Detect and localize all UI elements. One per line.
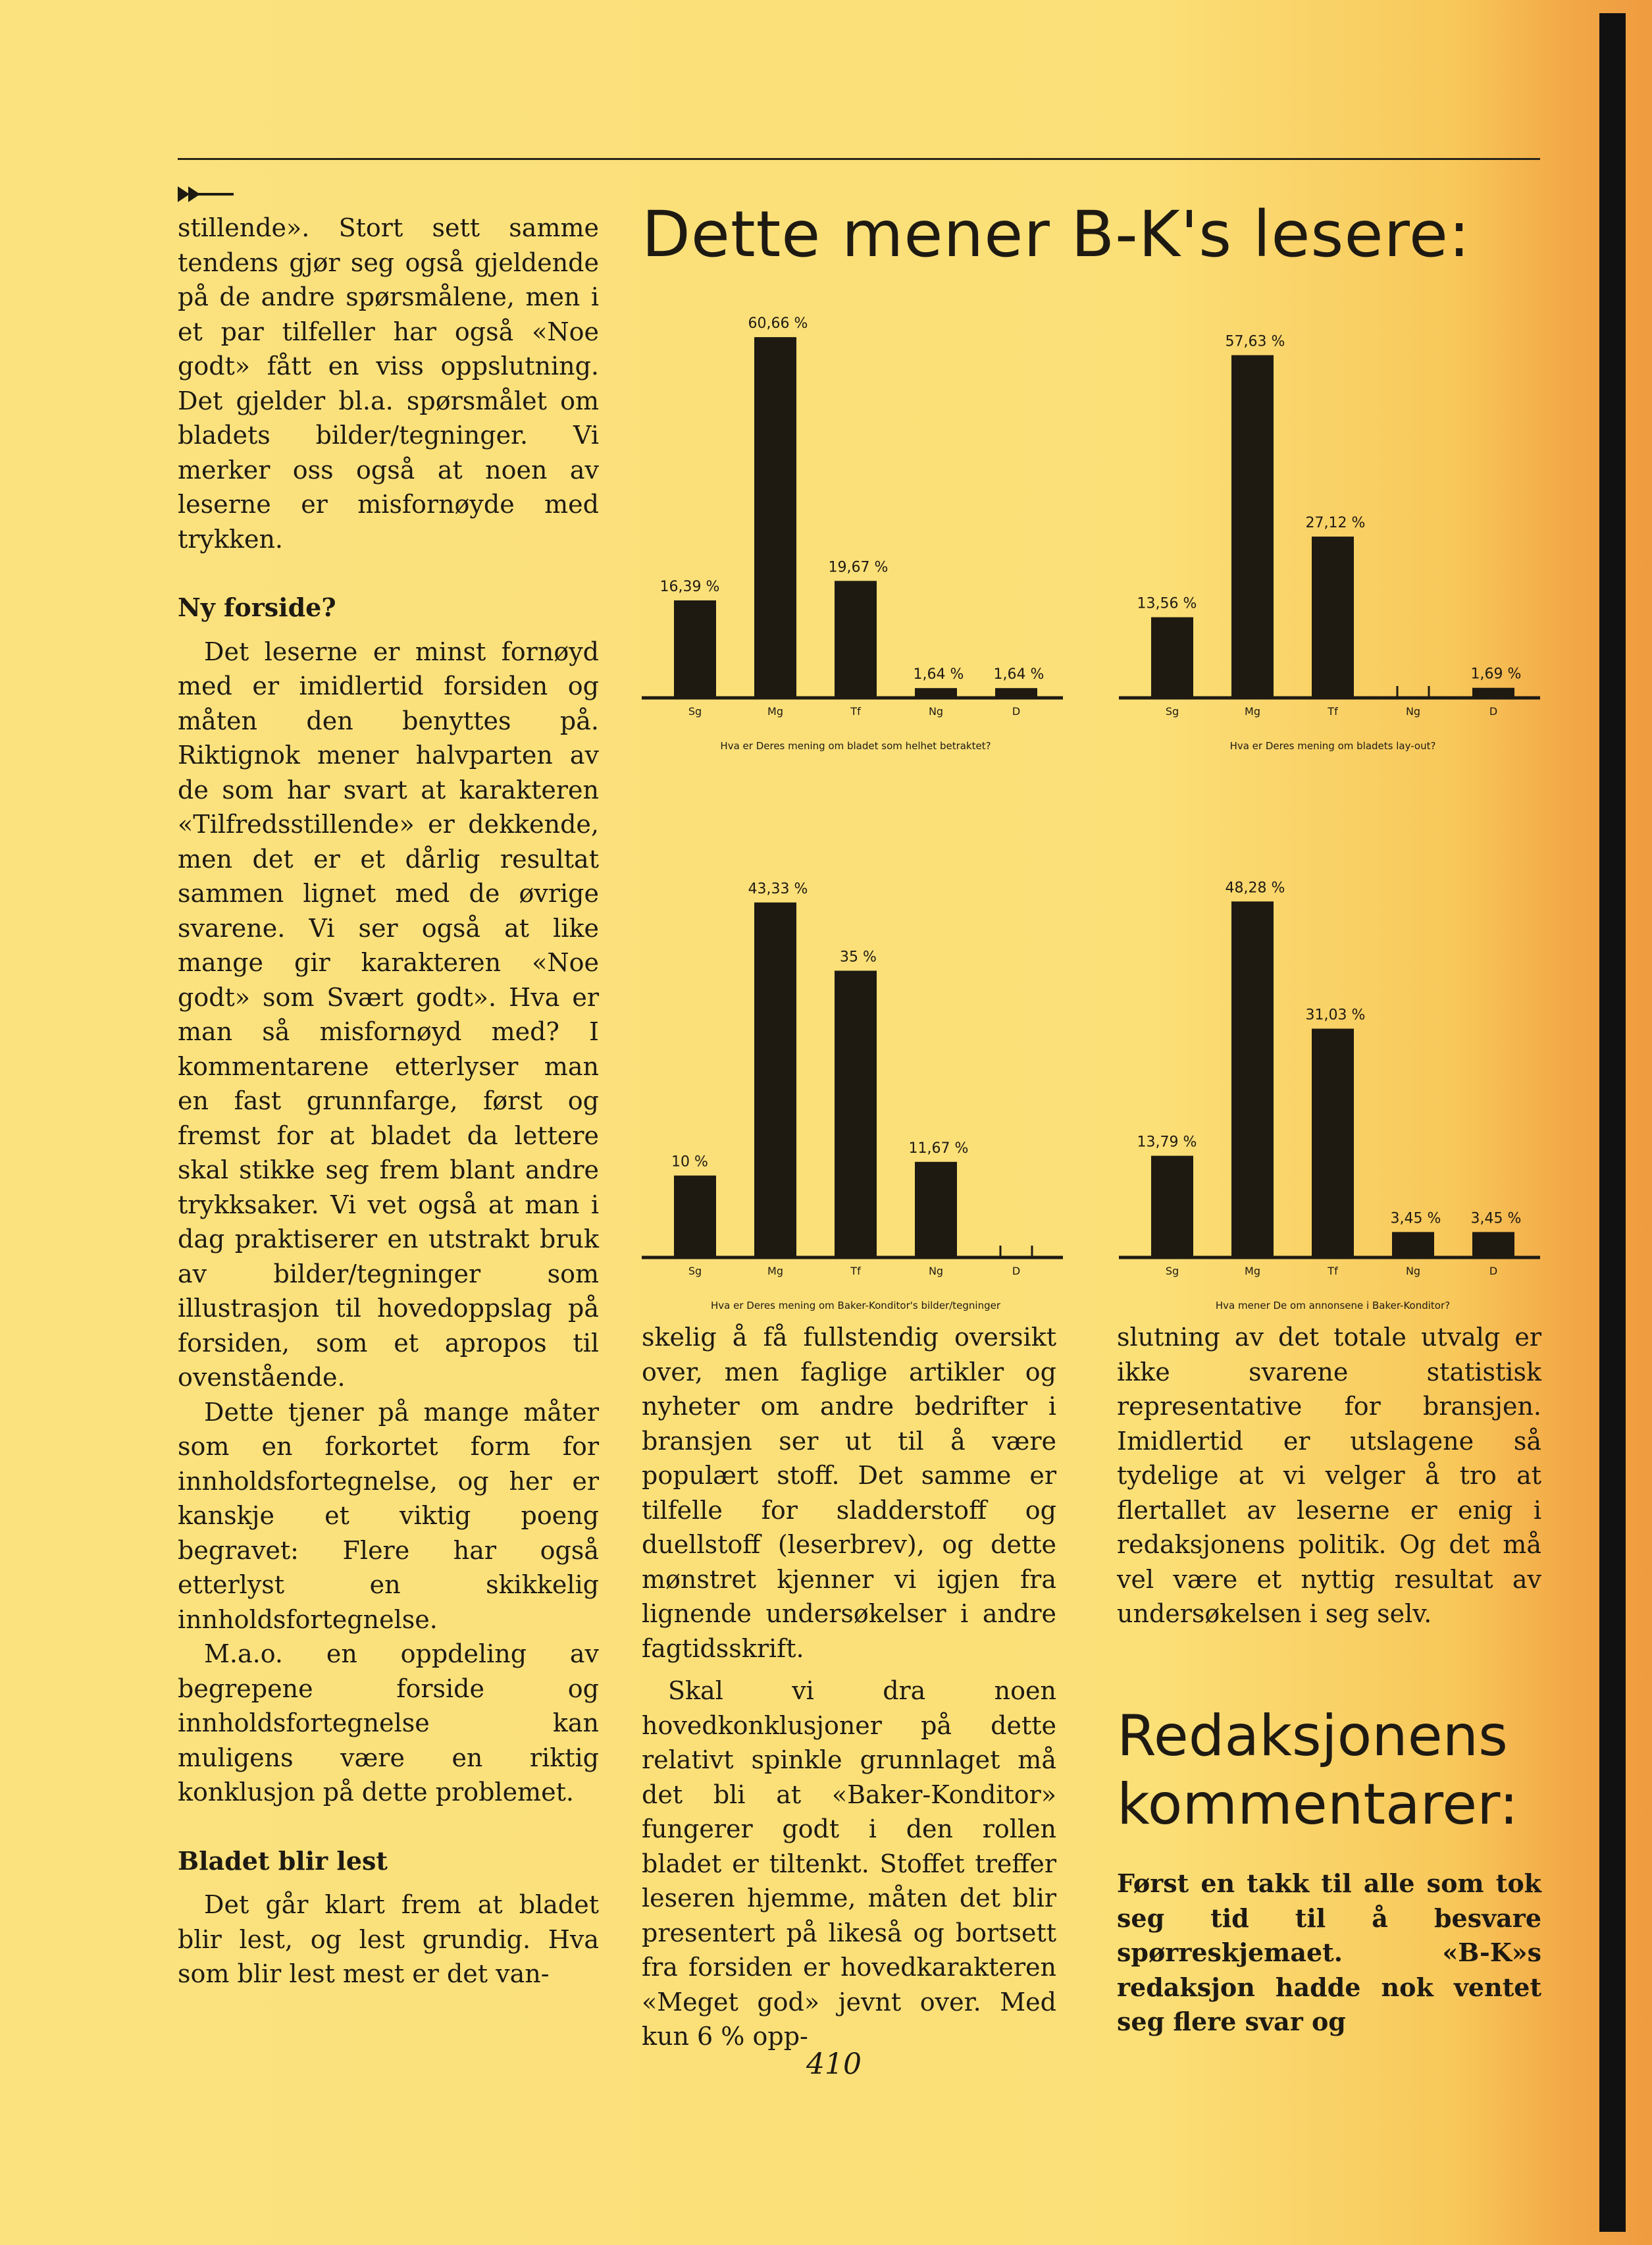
chart-title: Hva er Deres mening om Baker-Konditor's bilder/tegninger bbox=[710, 1300, 1001, 1311]
chart-layout bbox=[1119, 290, 1547, 764]
paragraph: Dette tjener på mange måter som en forkortet form for innholdsfortegnelse, og her er kanskje et viktig poeng begravet: Flere har også etterlyst en skikkelig innholdsfortegnelse. bbox=[178, 1397, 599, 1634]
chart-bilder bbox=[642, 849, 1070, 1323]
data-label: 1,64 % bbox=[993, 666, 1045, 683]
data-label: 13,79 % bbox=[1137, 1134, 1197, 1151]
text-column-1 bbox=[178, 211, 599, 1992]
data-label: 19,67 % bbox=[828, 559, 889, 576]
category-label: Tf bbox=[850, 705, 861, 718]
data-label: 16,39 % bbox=[659, 578, 720, 595]
chart-title: Hva er Deres mening om bladets lay-out? bbox=[1229, 740, 1436, 752]
editorial-intro: Først en takk til alle som tok seg tid til å besvare spørreskjemaet. «B-K»s redaksjon hadde nok ventet seg flere svar og bbox=[1117, 1868, 1541, 2036]
bar-sg bbox=[1151, 1156, 1193, 1257]
chart-title: Hva mener De om annonsene i Baker-Konditor? bbox=[1215, 1300, 1451, 1311]
bar-tf bbox=[1312, 537, 1354, 698]
text-column-3 bbox=[1117, 1320, 1541, 1631]
bar-ng bbox=[915, 1162, 957, 1257]
category-label: Sg bbox=[688, 705, 702, 718]
data-label: 48,28 % bbox=[1225, 880, 1285, 897]
bar-tf bbox=[835, 970, 877, 1257]
data-label: 27,12 % bbox=[1305, 515, 1366, 532]
paragraph: stillende». Stort sett samme tendens gjør seg også gjeldende på de andre spørsmålene, men i et par tilfeller har også «Noe godt» fått en viss oppslutning. Det gjelder bl.a. spørsmålet om bladets bilder/tegninger. Vi merker oss også at noen av leserne er misfornøyde med trykken. bbox=[178, 213, 599, 554]
category-label: Tf bbox=[1328, 705, 1338, 718]
bar-mg bbox=[1231, 355, 1274, 698]
paragraph: Det leserne er minst fornøyd med er imidlertid forsiden og måten den benyttes på. Riktignok mener halvparten av de som har svart at karakteren «Tilfredsstillende» er dekkende, men det er et dårlig resultat sammen lignet med de øvrige svarene. Vi ser også at like mange gir karakteren «Noe godt» som Svært godt». Hva er man så misfornøyd med? I kommentarene etterlyser man en fast grunnfarge, først og fremst for at bladet da lettere skal stikke seg frem blant andre trykksaker. Vi vet også at man i dag praktiserer en utstrakt bruk av bilder/tegninger som illustrasjon til hovedoppslag på forsiden, som et apropos til ovenstående. bbox=[178, 637, 599, 1392]
paragraph: skelig å få fullstendig oversikt over, men faglige artikler og nyheter om andre bedrifter i bransjen ser ut til å være populært stoff. Det samme er tilfelle for sladderstoff og duellstoff (leserbrev), og dette mønstret kjenner vi igjen fra lignende undersøkelser i andre fagtidsskrift. bbox=[642, 1323, 1056, 1663]
category-label: Tf bbox=[850, 1265, 861, 1277]
data-label: 3,45 % bbox=[1390, 1210, 1441, 1227]
category-label: Sg bbox=[1165, 1265, 1179, 1277]
text-column-2 bbox=[642, 1320, 1056, 2054]
data-label: 57,63 % bbox=[1225, 333, 1285, 350]
data-label: 11,67 % bbox=[908, 1140, 969, 1157]
bar-mg bbox=[754, 337, 796, 698]
data-label: 13,56 % bbox=[1137, 595, 1197, 612]
bar-d bbox=[1472, 1232, 1514, 1257]
category-label: Tf bbox=[1328, 1265, 1338, 1277]
page-number: 410 bbox=[806, 2047, 862, 2081]
category-label: Sg bbox=[688, 1265, 702, 1277]
category-label: Mg bbox=[1245, 1265, 1260, 1277]
paragraph: slutning av det totale utvalg er ikke svarene statistisk representative for bransjen. Imidlertid er utslagene så tydelige at vi velger å tro at flertallet av leserne er enig i redaksjonens politik. Og det må vel være et nyttig resultat av undersøkelsen i seg selv. bbox=[1117, 1323, 1541, 1628]
bar-mg bbox=[1231, 901, 1274, 1257]
category-label: Mg bbox=[1245, 705, 1260, 718]
category-label: Mg bbox=[767, 1265, 783, 1277]
subheading-bladet-blir-lest: Bladet blir lest bbox=[178, 1845, 388, 1876]
chart-svg bbox=[642, 849, 1070, 1323]
data-label: 10 % bbox=[671, 1153, 708, 1171]
paragraph: Skal vi dra noen hovedkonklusjoner på dette relativt spinkle grunnlaget må det bli at «Baker-Konditor» fungerer godt i den rollen bladet er tiltenkt. Stoffet treffer leseren hjemme, måten det blir presentert på likeså og bortsett fra forsiden er hovedkarakteren «Meget god» jevnt over. Med kun 6 % opp- bbox=[642, 1676, 1056, 2051]
data-label: 60,66 % bbox=[748, 315, 808, 332]
category-label: Ng bbox=[1405, 705, 1421, 718]
paragraph: M.a.o. en oppdeling av begrepene forside og innholdsfortegnelse kan muligens være en riktig konklusjon på dette problemet. bbox=[178, 1639, 599, 1807]
data-label: 1,64 % bbox=[913, 666, 964, 683]
top-rule bbox=[178, 158, 1540, 160]
editorial-heading: Redaksjonens kommentarer: bbox=[1117, 1703, 1518, 1837]
bar-tf bbox=[835, 581, 877, 698]
category-label: D bbox=[1489, 1265, 1498, 1277]
bar-ng bbox=[1392, 1232, 1434, 1257]
bar-tf bbox=[1312, 1028, 1354, 1257]
chart-title: Hva er Deres mening om bladet som helhet betraktet? bbox=[720, 740, 991, 752]
binding-edge bbox=[1599, 13, 1626, 2232]
continuation-arrow-icon bbox=[178, 181, 237, 207]
data-label: 43,33 % bbox=[748, 880, 808, 897]
category-label: Ng bbox=[928, 1265, 944, 1277]
category-label: D bbox=[1012, 1265, 1021, 1277]
data-label: 3,45 % bbox=[1470, 1210, 1522, 1227]
category-label: Ng bbox=[1405, 1265, 1421, 1277]
chart-svg bbox=[642, 290, 1070, 764]
chart-helhet bbox=[642, 290, 1070, 764]
bar-sg bbox=[674, 600, 716, 698]
bar-sg bbox=[674, 1176, 716, 1257]
bar-mg bbox=[754, 903, 796, 1257]
data-label: 1,69 % bbox=[1470, 666, 1522, 683]
bar-sg bbox=[1151, 618, 1193, 698]
article-headline: Dette mener B-K's lesere: bbox=[642, 198, 1471, 271]
category-label: Ng bbox=[928, 705, 944, 718]
category-label: Mg bbox=[767, 705, 783, 718]
category-label: Sg bbox=[1165, 705, 1179, 718]
chart-svg bbox=[1119, 290, 1547, 764]
chart-annonser bbox=[1119, 849, 1547, 1323]
category-label: D bbox=[1489, 705, 1498, 718]
data-label: 35 % bbox=[840, 949, 877, 966]
subheading-ny-forside: Ny forside? bbox=[178, 593, 336, 622]
paragraph: Det går klart frem at bladet blir lest, og lest grundig. Hva som blir lest mest er det van- bbox=[178, 1890, 599, 1988]
data-label: 31,03 % bbox=[1305, 1007, 1366, 1024]
chart-svg bbox=[1119, 849, 1547, 1323]
category-label: D bbox=[1012, 705, 1021, 718]
